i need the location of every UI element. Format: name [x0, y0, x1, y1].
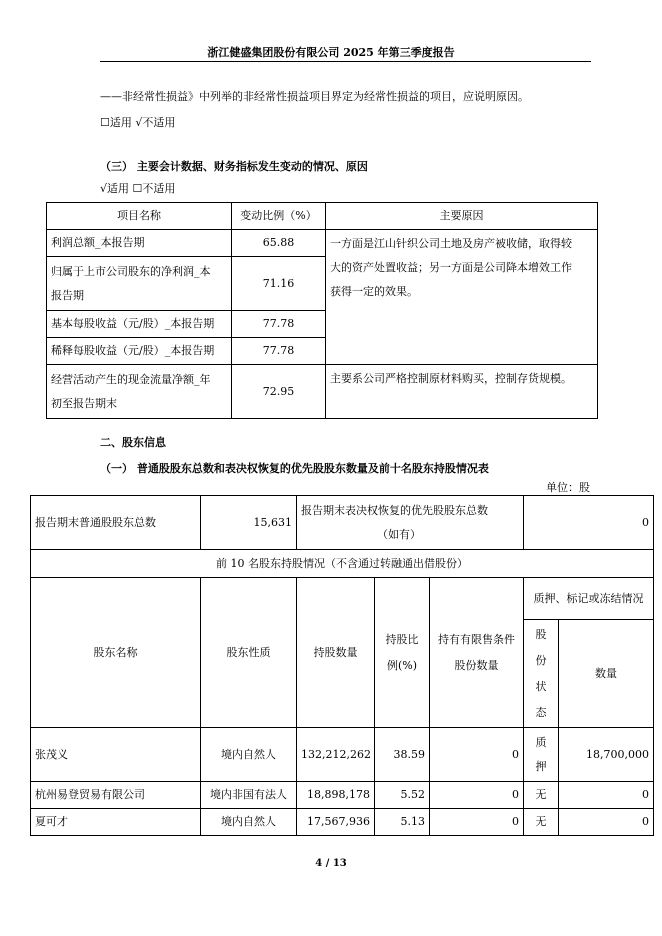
holder-restricted: 0	[430, 809, 524, 836]
non-recurring-note: ——非经常性损益》中列举的非经常性损益项目界定为经常性损益的项目，应说明原因。	[100, 90, 529, 103]
total-holders-value: 15,631	[201, 496, 297, 550]
item-name-line: 报告期	[51, 288, 84, 302]
item-name-line: 归属于上市公司股东的净利润_本	[51, 264, 211, 278]
col-header-restricted-line: 持有有限售条件	[438, 632, 515, 646]
col-header-ratio	[375, 578, 430, 728]
preferred-holders-label	[297, 496, 524, 550]
shareholders-heading: 二、股东信息	[100, 436, 166, 449]
reason-line: 大的资产处置收益；另一方面是公司降本增效工作	[330, 261, 572, 274]
holder-pledge-qty: 18,700,000	[559, 728, 654, 782]
holder-qty: 132,212,262	[297, 728, 375, 782]
col-header-nature: 股东性质	[201, 578, 297, 728]
col-header-pledge-status	[524, 620, 559, 728]
item-name	[47, 365, 232, 419]
holder-ratio: 38.59	[375, 728, 430, 782]
item-name-line: 经营活动产生的现金流量净额_年	[51, 372, 211, 386]
item-ratio: 77.78	[232, 338, 326, 365]
item-ratio: 77.78	[232, 311, 326, 338]
holder-nature: 境内自然人	[201, 728, 297, 782]
holder-status: 无	[524, 782, 559, 809]
holder-qty: 17,567,936	[297, 809, 375, 836]
shareholders-table	[30, 495, 654, 836]
holder-ratio: 5.13	[375, 809, 430, 836]
status-char: 质	[535, 735, 547, 749]
holder-status: 无	[524, 809, 559, 836]
item-ratio: 72.95	[232, 365, 326, 419]
item-ratio: 71.16	[232, 257, 326, 311]
col-header-reason: 主要原因	[326, 203, 598, 230]
holder-name: 张茂义	[31, 728, 201, 782]
col-header-qty: 持股数量	[297, 578, 375, 728]
section-3-heading: （三） 主要会计数据、财务指标发生变动的情况、原因	[100, 160, 368, 173]
col-header-ratio-line: 例(%)	[386, 658, 418, 672]
col-header-name: 股东名称	[31, 578, 201, 728]
status-char: 股	[535, 627, 547, 641]
status-char: 押	[535, 759, 547, 773]
unit-label: 单位：股	[546, 481, 590, 494]
col-header-ratio: 变动比例（%）	[232, 203, 326, 230]
item-name-line: 初至报告期末	[51, 396, 117, 410]
change-reasons-table	[46, 202, 598, 419]
applicable-line-1: ☐适用 √不适用	[100, 116, 176, 129]
col-header-pledge-qty: 数量	[559, 620, 654, 728]
holder-nature: 境内自然人	[201, 809, 297, 836]
col-header-item: 项目名称	[47, 203, 232, 230]
status-char: 份	[535, 653, 547, 667]
reason-cell-2: 主要系公司严格控制原材料购买，控制存货规模。	[326, 365, 598, 419]
holder-status	[524, 728, 559, 782]
applicable-line-2: √适用 ☐不适用	[100, 182, 176, 195]
item-name: 稀释每股收益（元/股）_本报告期	[47, 338, 232, 365]
total-holders-label: 报告期末普通股股东总数	[31, 496, 201, 550]
item-name	[47, 257, 232, 311]
reason-line: 获得一定的效果。	[330, 285, 418, 298]
col-header-ratio-line: 持股比	[385, 632, 419, 646]
status-char: 状	[535, 679, 547, 693]
holder-restricted: 0	[430, 728, 524, 782]
holder-nature: 境内非国有法人	[201, 782, 297, 809]
holder-restricted: 0	[430, 782, 524, 809]
page-number: 4 / 13	[315, 858, 347, 869]
header-rule	[100, 61, 591, 62]
holder-pledge-qty: 0	[559, 809, 654, 836]
preferred-holders-value: 0	[524, 496, 654, 550]
item-name: 基本每股收益（元/股）_本报告期	[47, 311, 232, 338]
top10-caption: 前 10 名股东持股情况（不含通过转融通出借股份）	[31, 550, 654, 578]
holder-ratio: 5.52	[375, 782, 430, 809]
holder-qty: 18,898,178	[297, 782, 375, 809]
col-header-restricted	[430, 578, 524, 728]
holder-name: 杭州易登贸易有限公司	[31, 782, 201, 809]
item-name: 利润总额_本报告期	[47, 230, 232, 257]
status-char: 态	[535, 705, 547, 719]
holder-pledge-qty: 0	[559, 782, 654, 809]
shareholders-subheading: （一） 普通股股东总数和表决权恢复的优先股股东数量及前十名股东持股情况表	[100, 462, 489, 475]
holder-name: 夏可才	[31, 809, 201, 836]
item-ratio: 65.88	[232, 230, 326, 257]
reason-line: 一方面是江山针织公司土地及房产被收储，取得较	[330, 237, 572, 250]
pref-label-line: （如有）	[377, 527, 421, 541]
reason-cell-1	[326, 230, 598, 365]
pref-label-line: 报告期末表决权恢复的优先股股东总数	[301, 503, 488, 517]
col-header-pledge-group: 质押、标记或冻结情况	[524, 578, 654, 620]
page-header-title: 浙江健盛集团股份有限公司 2025 年第三季度报告	[207, 46, 455, 59]
col-header-restricted-line: 股份数量	[454, 658, 499, 672]
